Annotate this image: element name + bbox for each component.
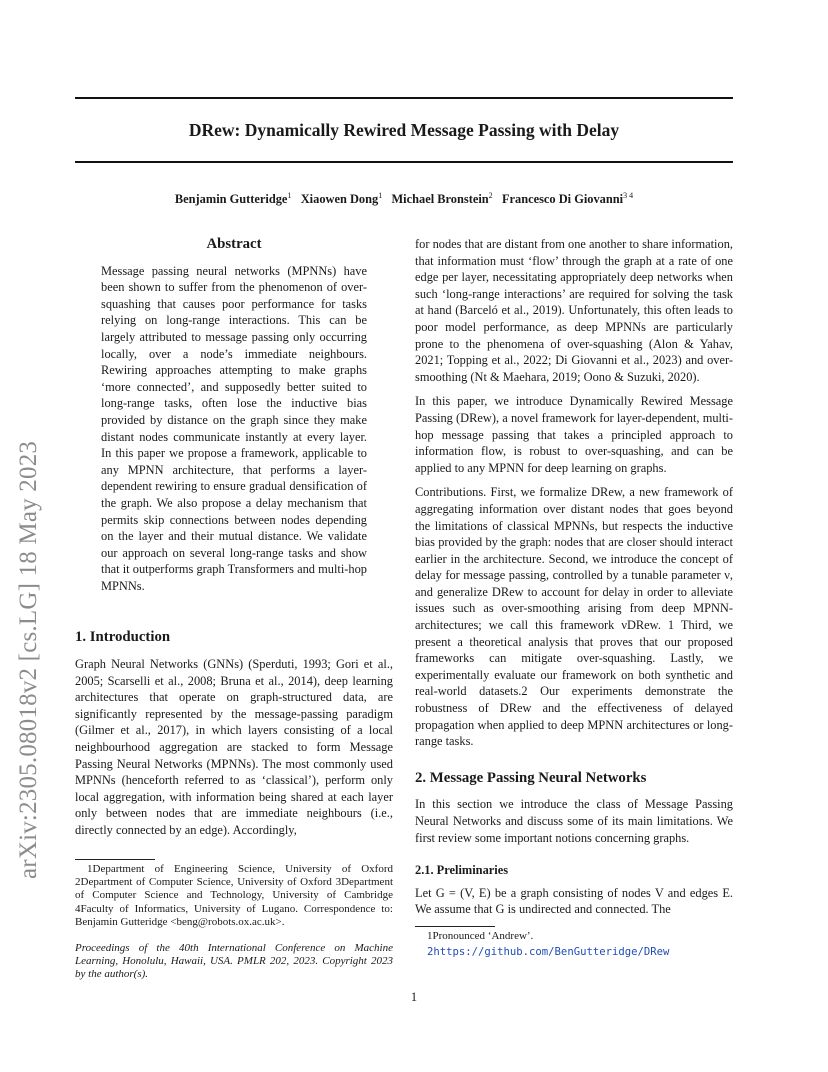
author-affiliation: 1 [287, 191, 292, 200]
contributions-paragraph: Contributions. First, we formalize DRew, a new framework of aggregating information over distant nodes that goes beyond the limitations of classical MPNNs, but respects the inductive bias provided by the graph: nodes that are closer should interact earlier in the architecture. Second, we introduce the concept of delay for message passing, controlled by a tunable parameter ν, and generalize DRew to account for delay in order to alleviate issues such as over-smoothing arising from deep MPNN-architectures; we call this framework νDRew. 1 Third, we present a theoretical analysis that proves that our proposed frameworks can mitigate over-squashing. Lastly, we experimentally evaluate our framework on both synthetic and real-world datasets.2 Our experiments demonstrate the robustness of DRew and the effectiveness of delayed propagation when applied to deep MPNN architectures or long-range tasks. [415, 485, 733, 749]
abstract-text: Message passing neural networks (MPNNs) have been shown to suffer from the phenomenon of over-squashing that causes poor performance for tasks relying on long-range interactions. This can be largely attributed to message passing only occurring locally, over a node’s immediate neighbours. Rewiring approaches attempting to make graphs ‘more connected’, and supposedly better suited to long-range tasks, often lose the inductive bias provided by distance on the graph since they make distant nodes communicate instantly at every layer. In this paper we propose a framework, applicable to any MPNN architecture, that performs a layer-dependent rewiring to ensure gradual densification of the graph. We also propose a delay mechanism that permits skip connections between nodes depending on the layer and their mutual distance. We validate our approach on several long-range tasks and show that it outperforms graph Transformers and multi-hop MPNNs. [101, 263, 367, 593]
subsection-2-1-heading: 2.1. Preliminaries [415, 863, 509, 878]
author-name: Xiaowen Dong [300, 192, 379, 207]
section-2-text: In this section we introduce the class of Message Passing Neural Networks and discuss some of its main limitations. We first review some important notions concerning graphs. [415, 797, 733, 845]
title-rule-bottom [75, 161, 733, 163]
author-affiliation: 2 [488, 191, 493, 200]
subsection-2-1-text: Let G = (V, E) be a graph consisting of nodes V and edges E. We assume that G is undirected and connected. The [415, 885, 733, 917]
page-number: 1 [410, 990, 418, 1004]
author-name: Michael Bronstein [391, 192, 489, 207]
title-rule-top [75, 97, 733, 99]
introduction-text: Graph Neural Networks (GNNs) (Sperduti, 1993; Gori et al., 2005; Scarselli et al., 2008; Bruna et al., 2014), deep learning architectures that operate on graph-structured data, are significantly represented by the message-passing paradigm (Gilmer et al., 2017), in which layers consisting of a local neighbourhood aggregation are stacked to form Message Passing Neural Networks (MPNNs). The most commonly used MPNNs (henceforth referred to as ‘classical’), perform only local aggregation, with information being shared at each layer only between nodes that are immediate neighbours (i.e., directly connected by an edge). Accordingly, [75, 657, 393, 837]
left-column [75, 236, 393, 982]
drew-intro-paragraph: In this paper, we introduce Dynamically Rewired Message Passing (DRew), a novel framework for layer-dependent, multi-hop message passing that takes a principled approach to information flow, is robust to over-squashing, and can be applied to any MPNN for deep learning on graphs. [415, 394, 733, 475]
author-affiliation: 1 [378, 191, 383, 200]
author-affiliation: 3 4 [623, 191, 634, 200]
proceedings-footnote: Proceedings of the 40th International Conference on Machine Learning, Honolulu, Hawaii, USA. PMLR 202, 2023. Copyright 2023 by the author(s). [75, 941, 393, 981]
intro-continued-paragraph: for nodes that are distant from one another to share information, that information must ‘flow’ through the graph at a rate of one edge per layer, necessitating appropriately deep networks when such ‘long-range interactions’ are required for solving the task at hand (Barceló et al., 2019). Unfortunately, this often leads to poor model performance, as deep MPNNs are particularly prone to the phenomena of over-squashing (Alon & Yahav, 2021; Topping et al., 2022; Di Giovanni et al., 2023) and over-smoothing (Nt & Maehara, 2019; Oono & Suzuki, 2020). [415, 237, 733, 384]
abstract-heading: Abstract [206, 236, 262, 252]
arxiv-identifier-stamp: arXiv:2305.08018v2 [cs.LG] 18 May 2023 [15, 440, 42, 879]
affiliations-footnote: 1Department of Engineering Science, University of Oxford 2Department of Computer Science, University of Oxford 3Department of Computer Science and Technology, University of Cambridge 4Faculty of Informatics, University of Lugano. Correspondence to: Benjamin Gutteridge <beng@robots.ox.ac.uk>. [75, 862, 393, 929]
introduction-heading: 1. Introduction [75, 629, 171, 646]
author-name: Francesco Di Giovanni [501, 192, 624, 207]
author-name: Benjamin Gutteridge [174, 192, 288, 207]
paper-title: DRew: Dynamically Rewired Message Passing with Delay [188, 120, 620, 140]
footnote-1: 1Pronounced ‘Andrew’. [427, 929, 534, 942]
footnote-2-link[interactable]: 2https://github.com/BenGutteridge/DRew [427, 946, 670, 959]
right-column [415, 236, 733, 960]
section-2-heading: 2. Message Passing Neural Networks [415, 769, 647, 786]
author-list [75, 191, 733, 207]
